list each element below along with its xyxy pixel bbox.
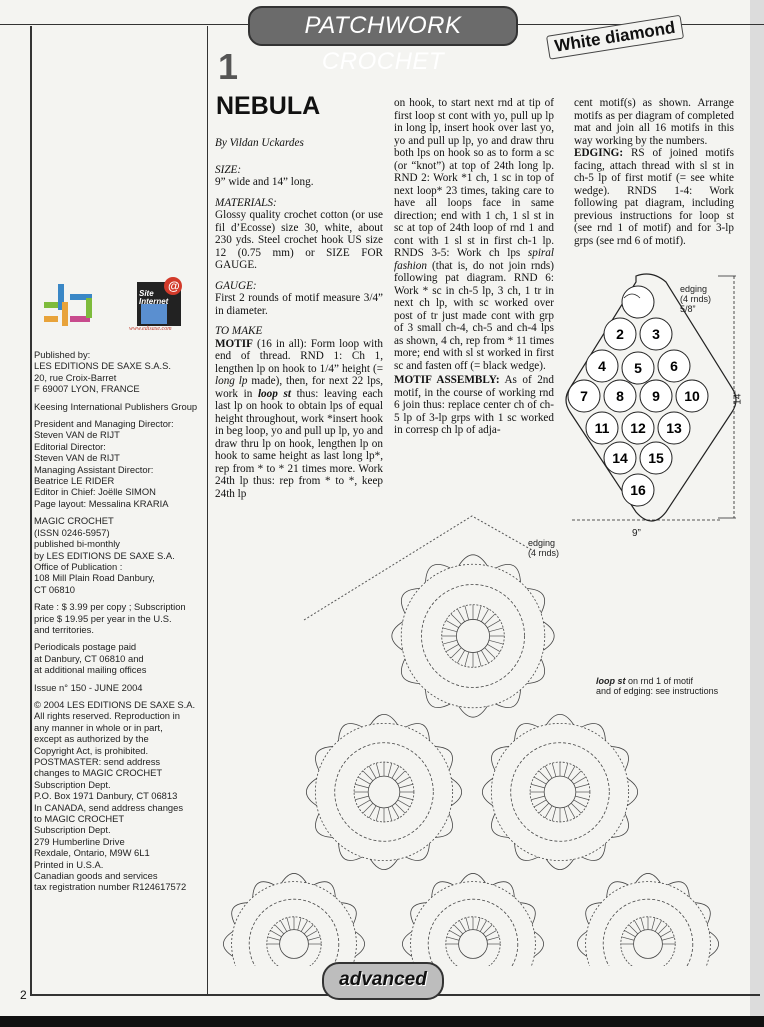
masthead-line: Office of Publication : bbox=[34, 560, 123, 572]
loop-stitch bbox=[545, 806, 552, 818]
loop-stitch bbox=[308, 937, 320, 940]
motif-ring bbox=[511, 743, 610, 842]
chain-loop bbox=[546, 859, 573, 869]
loop-stitch bbox=[369, 766, 376, 778]
loop-stitch bbox=[477, 606, 481, 620]
masthead-line: price $ 19.95 per year in the U.S. bbox=[34, 612, 172, 624]
masthead-line: at Danbury, CT 06810 and bbox=[34, 652, 144, 664]
loop-stitch bbox=[392, 766, 399, 778]
loop-stitch bbox=[552, 807, 556, 821]
rounds-instructions bbox=[394, 97, 554, 372]
diagram-edging-width: 5/8” bbox=[680, 304, 696, 314]
masthead-line: LES EDITIONS DE SAXE S.A.S. bbox=[34, 360, 172, 372]
motif-ring bbox=[315, 723, 452, 860]
motif-number: 6 bbox=[670, 358, 678, 374]
loop-stitch bbox=[395, 803, 405, 813]
loop-stitch bbox=[363, 803, 373, 813]
masthead-line: Steven VAN de RIJT bbox=[34, 452, 120, 464]
masthead-line: 108 Mill Plain Road Danbury, bbox=[34, 572, 155, 584]
crochet-motif bbox=[577, 873, 718, 966]
rate-block bbox=[34, 601, 204, 635]
loop-stitch bbox=[301, 920, 307, 931]
chain-loop bbox=[695, 903, 711, 924]
masthead-line: MAGIC CROCHET bbox=[34, 515, 114, 527]
loop-stitch bbox=[280, 920, 286, 931]
loop-stitch bbox=[545, 766, 552, 778]
loop-stitch bbox=[552, 763, 556, 777]
chain-loop bbox=[370, 714, 397, 724]
masthead-line: F 69007 LYON, FRANCE bbox=[34, 383, 140, 395]
copyright-block bbox=[34, 699, 204, 893]
loop-stitch bbox=[624, 930, 635, 936]
masthead-line: Subscription Dept. bbox=[34, 778, 111, 790]
author-line: By Vildan Uckardes bbox=[215, 137, 304, 149]
loop-stitch bbox=[443, 640, 457, 644]
loop-stitch bbox=[485, 648, 495, 658]
masthead-line: changes to MAGIC CROCHET bbox=[34, 767, 163, 779]
motif-number: 5 bbox=[634, 360, 642, 376]
loop-stitch bbox=[398, 777, 410, 784]
motif-number: 8 bbox=[616, 388, 624, 404]
motif-number: 10 bbox=[684, 388, 700, 404]
motif-number: 14 bbox=[612, 450, 628, 466]
assembly-label: MOTIF ASSEMBLY: bbox=[394, 374, 500, 386]
masthead-line: Rate : $ 3.99 per copy ; Subscription bbox=[34, 601, 186, 613]
masthead-line: (ISSN 0246-5957) bbox=[34, 526, 110, 538]
masthead-line: Printed in U.S.A. bbox=[34, 858, 104, 870]
loop-stitch bbox=[622, 937, 634, 940]
loop-stitch bbox=[662, 937, 674, 940]
loop-stitch bbox=[652, 918, 655, 930]
chain-loop bbox=[482, 778, 492, 805]
loop-stitch bbox=[399, 784, 413, 788]
masthead-line: CT 06810 bbox=[34, 583, 76, 595]
loop-stitch bbox=[477, 652, 481, 666]
masthead-line: and territories. bbox=[34, 623, 94, 635]
loop-stitch bbox=[480, 920, 486, 931]
loop-stitch bbox=[304, 925, 313, 934]
rounds-text: on hook, to start next rnd at tip of first loop st cont with yo, pull up lp in long lp, insert hook over last yo, yo and pull up lp, yo and draw thru both lps on hook so as to form a sc (or “knot”) at top of 24th long lp. RND 2: Work *1 ch, 1 sc in top of next loop* 23 times, taking care to have all loops face in same direction; end with 1 ch, 1 sl st in sc at top of 24th loop of rnd 1 and cont with 1 sl st in first ch-1 lp. RNDS 3-5: Work ch lps bbox=[394, 97, 554, 259]
loop-stitch bbox=[306, 930, 317, 936]
masthead-line: 279 Humberline Drive bbox=[34, 835, 125, 847]
motif-number: 11 bbox=[594, 420, 610, 436]
chain-loop bbox=[341, 903, 357, 924]
chain-loop bbox=[520, 903, 536, 924]
loop-stitch bbox=[634, 920, 640, 931]
loop-stitch bbox=[571, 803, 581, 813]
motif-number: 2 bbox=[616, 326, 624, 342]
loop-stitch bbox=[481, 609, 488, 622]
motif-ring bbox=[368, 776, 400, 808]
loop-stitch bbox=[539, 803, 549, 813]
masthead-line: Editorial Director: bbox=[34, 440, 106, 452]
pattern-title: NEBULA bbox=[216, 92, 321, 120]
loop-stitch bbox=[443, 628, 457, 632]
header-rule bbox=[0, 24, 248, 25]
loop-stitch bbox=[465, 652, 469, 666]
chart-edging-rounds: (4 rnds) bbox=[528, 548, 560, 558]
loop-stitch bbox=[466, 918, 469, 930]
masthead-line: In CANADA, send address changes bbox=[34, 801, 184, 813]
motif-circle bbox=[622, 286, 654, 318]
site-internet-logo bbox=[129, 276, 185, 334]
motif-ring bbox=[459, 930, 488, 959]
loop-stitch bbox=[641, 918, 644, 930]
loop-stitch bbox=[376, 763, 380, 777]
masthead-line: any manner in whole or in part, bbox=[34, 721, 163, 733]
loop-stitch bbox=[268, 937, 280, 940]
height-label: 14” bbox=[732, 390, 744, 405]
pattern-tag: White diamond bbox=[546, 15, 684, 60]
loop-stitch bbox=[571, 771, 581, 781]
motif-number: 13 bbox=[666, 420, 682, 436]
loop-stitch bbox=[355, 784, 369, 788]
loop-stitch bbox=[395, 771, 405, 781]
loop-stitch bbox=[446, 644, 459, 651]
site-internet-text: Site Internet bbox=[139, 289, 169, 306]
loop-stitch bbox=[270, 930, 281, 936]
loop-stitch bbox=[459, 920, 465, 931]
assembly-diagram bbox=[552, 268, 752, 544]
publisher-block bbox=[34, 349, 204, 395]
edging-text: RS of joined motifs facing, attach thread with sl st in ch-5 lp of first motif (= see white wedge). RNDS 1-4: Work following pat diagram, including previous instructions for loop st (see rnd 1 of motif) and for 3-lp grps (see rnd 6 of motif). bbox=[574, 147, 734, 247]
crochet-motif bbox=[306, 714, 461, 869]
edging-instructions bbox=[574, 147, 734, 247]
crochet-motif bbox=[482, 714, 637, 869]
loop-stitch bbox=[454, 925, 463, 934]
instructions-column-3 bbox=[574, 97, 734, 247]
loop-stitch bbox=[487, 620, 500, 627]
assembly-continued: cent motif(s) as shown. Arrange motifs as per diagram of completed mat and join all 16 motifs in this way working by the numbers. bbox=[574, 97, 734, 147]
section-banner: PATCHWORK CROCHET bbox=[248, 6, 518, 46]
masthead-line: © 2004 LES EDITIONS DE SAXE S.A. bbox=[34, 698, 196, 710]
motif-term: loop st bbox=[257, 387, 291, 400]
loop-stitch bbox=[575, 784, 589, 788]
masthead bbox=[34, 349, 204, 899]
masthead-line: 20, rue Croix-Barret bbox=[34, 371, 117, 383]
masthead-line: Canadian goods and services bbox=[34, 870, 158, 882]
motif-ring bbox=[544, 776, 576, 808]
motif-ring bbox=[634, 930, 663, 959]
loop-stitch bbox=[531, 784, 545, 788]
masthead-line: Periodicals postage paid bbox=[34, 641, 137, 653]
loop-stitch bbox=[275, 925, 284, 934]
chain-loop bbox=[577, 932, 586, 957]
loop-st-text: on rnd 1 of motif bbox=[625, 676, 694, 686]
loop-stitch bbox=[575, 796, 589, 800]
pattern-number: 1 bbox=[218, 46, 239, 87]
loop-stitch bbox=[363, 771, 373, 781]
loop-st-note bbox=[596, 676, 718, 696]
masthead-line: P.O. Box 1971 Danbury, CT 06813 bbox=[34, 790, 178, 802]
loop-stitch bbox=[477, 918, 480, 930]
masthead-line: by LES EDITIONS DE SAXE S.A. bbox=[34, 549, 175, 561]
loop-stitch bbox=[655, 920, 661, 931]
motif-instructions bbox=[215, 338, 383, 501]
motif-text: thus: leaving each last lp on hook to obtain lps of equal height throughout, work *insert hook in beg loop, yo and pull up lp, yo and draw thru lp on hook, lengthen lp on hook to same height as last long lp*, rep from * to * 21 times more. Work 24th lp thus: rep from * to *, keep 24th lp bbox=[215, 387, 383, 500]
loop-stitch bbox=[534, 800, 546, 807]
size-text: 9” wide and 14” long. bbox=[215, 176, 314, 188]
scan-border bbox=[0, 1016, 764, 1027]
assembly-text: As of 2nd motif, in the course of working rnd 6 join thus: replace center ch of ch-5 lp of 3-lp grps with 1 sc worked in corresp ch lp of adja- bbox=[394, 374, 554, 436]
page-number: 2 bbox=[20, 988, 27, 1002]
magazine-block bbox=[34, 515, 204, 595]
motif-number: 15 bbox=[648, 450, 664, 466]
loop-stitch bbox=[487, 644, 500, 651]
masthead-line: to MAGIC CROCHET bbox=[34, 813, 125, 825]
loop-stitch bbox=[568, 766, 575, 778]
motif-ring bbox=[603, 899, 693, 966]
motif-label: MOTIF bbox=[215, 337, 253, 350]
masthead-line: Subscription Dept. bbox=[34, 824, 111, 836]
loop-stitch bbox=[358, 777, 370, 784]
masthead-line: Rexdale, Ontario, M9W 6L1 bbox=[34, 847, 150, 859]
gauge-text: First 2 rounds of motif measure 3/4” in diameter. bbox=[215, 292, 383, 317]
edging-label-block bbox=[680, 284, 711, 314]
gauge-heading: GAUGE: bbox=[215, 279, 257, 292]
motif-ring bbox=[280, 930, 309, 959]
loop-stitch bbox=[564, 807, 568, 821]
loop-st-text: and of edging: see instructions bbox=[596, 686, 719, 696]
motif-ring bbox=[335, 743, 434, 842]
masthead-line: Beatrice LE RIDER bbox=[34, 475, 115, 487]
loop-stitch bbox=[457, 609, 464, 622]
staff-block bbox=[34, 418, 204, 509]
size-heading: SIZE: bbox=[215, 163, 242, 176]
masthead-line: except as authorized by the bbox=[34, 733, 149, 745]
chain-loop bbox=[223, 932, 232, 957]
loop-stitch bbox=[446, 620, 459, 627]
publisher-url: www.edisaxe.com bbox=[129, 326, 172, 332]
diagram-edging-label: edging bbox=[680, 284, 708, 294]
motif-ring bbox=[428, 899, 518, 966]
masthead-line: Managing Assistant Director: bbox=[34, 463, 154, 475]
motif-ring bbox=[249, 899, 339, 966]
motif-number: 3 bbox=[652, 326, 660, 342]
chain-loop bbox=[306, 778, 316, 805]
loop-stitch bbox=[298, 918, 301, 930]
loop-stitch bbox=[451, 648, 461, 658]
loop-stitch bbox=[629, 925, 638, 934]
loop-stitch bbox=[574, 800, 586, 807]
loop-stitch bbox=[376, 807, 380, 821]
chart-edging-label bbox=[528, 538, 559, 558]
chain-loop bbox=[546, 714, 573, 724]
motif-number: 9 bbox=[652, 388, 660, 404]
chart-edging-text: edging bbox=[528, 538, 556, 548]
issue-block bbox=[34, 682, 204, 693]
issue-number: Issue n° 150 - JUNE 2004 bbox=[34, 681, 143, 693]
loop-stitch bbox=[451, 614, 461, 624]
loop-stitch bbox=[485, 930, 496, 936]
loop-stitch bbox=[388, 807, 392, 821]
motif-number: 4 bbox=[598, 358, 606, 374]
materials-text: Glossy quality crochet cotton (or use fil d’Ecosse) size 30, white, about 230 yds. Steel crochet hook US size 12 (0.75 mm) or SIZE FOR GAUGE. bbox=[215, 209, 383, 271]
loop-stitch bbox=[449, 930, 460, 936]
edging-label: EDGING: bbox=[574, 147, 624, 159]
chart-motifs bbox=[223, 555, 718, 966]
loop-stitch bbox=[658, 925, 667, 934]
masthead-line: published bi-monthly bbox=[34, 538, 120, 550]
loop-stitch bbox=[392, 806, 399, 818]
loop-stitch bbox=[398, 800, 410, 807]
svg-text:@: @ bbox=[168, 279, 180, 293]
motif-text: made), then, for next 22 lps, work in bbox=[215, 375, 383, 400]
loop-stitch bbox=[531, 796, 545, 800]
masthead-line: All rights reserved. Reproduction in bbox=[34, 710, 180, 722]
motif-ring bbox=[421, 584, 524, 687]
masthead-line: Published by: bbox=[34, 349, 91, 360]
motif-circles bbox=[568, 286, 708, 506]
loop-stitch bbox=[489, 640, 503, 644]
loop-stitch bbox=[388, 763, 392, 777]
rounds-term: spiral fashion bbox=[394, 247, 554, 272]
instructions-column-2 bbox=[394, 97, 554, 437]
motif-number: 16 bbox=[630, 482, 646, 498]
motif-number: 7 bbox=[580, 388, 588, 404]
loop-stitch bbox=[568, 806, 575, 818]
loop-stitch bbox=[481, 650, 488, 663]
loop-stitch bbox=[660, 930, 671, 936]
loop-stitch bbox=[487, 937, 499, 940]
loop-stitch bbox=[564, 763, 568, 777]
crochet-motif bbox=[223, 873, 364, 966]
difficulty-badge: advanced bbox=[322, 962, 444, 1000]
motif-text: (16 in all): Form loop with end of thread. RND 1: Ch 1, lengthen lp on hook to 1/4” height (= bbox=[215, 337, 383, 375]
loop-stitch bbox=[574, 777, 586, 784]
motif-number: 12 bbox=[630, 420, 646, 436]
keesing-block bbox=[34, 401, 204, 412]
motif-ring bbox=[491, 723, 628, 860]
motif-term: long lp bbox=[215, 375, 248, 387]
diagram-edging-rounds: (4 rnds) bbox=[680, 294, 712, 304]
masthead-line: Steven VAN de RIJT bbox=[34, 429, 120, 441]
crochet-motif bbox=[392, 555, 554, 717]
loop-stitch bbox=[287, 918, 290, 930]
masthead-line: President and Managing Director: bbox=[34, 418, 174, 430]
loop-stitch bbox=[358, 800, 370, 807]
loop-stitch bbox=[399, 796, 413, 800]
masthead-line: Copyright Act, is prohibited. bbox=[34, 744, 149, 756]
loop-stitch bbox=[489, 628, 503, 632]
materials-heading: MATERIALS: bbox=[215, 196, 277, 209]
loop-stitch bbox=[369, 806, 376, 818]
loop-stitch bbox=[539, 771, 549, 781]
loop-stitch bbox=[485, 614, 495, 624]
masthead-line: tax registration number R124617572 bbox=[34, 881, 187, 893]
loop-st-term: loop st bbox=[596, 676, 626, 686]
loop-stitch bbox=[457, 650, 464, 663]
motif-ring bbox=[456, 619, 489, 652]
edging-outline bbox=[304, 516, 532, 620]
masthead-line: at additional mailing offices bbox=[34, 664, 147, 676]
loop-stitch bbox=[483, 925, 492, 934]
masthead-line: Keesing International Publishers Group bbox=[34, 400, 198, 412]
width-label: 9” bbox=[632, 528, 641, 539]
stitch-chart bbox=[208, 510, 748, 966]
masthead-line: Editor in Chief: Joëlle SIMON bbox=[34, 486, 156, 498]
chain-loop bbox=[370, 859, 397, 869]
chain-loop bbox=[402, 932, 411, 957]
crochet-motif bbox=[402, 873, 543, 966]
rounds-text: (that is, do not join rnds) following pat diagram. RND 6: Work * sc in ch-5 lp, 3 ch, 1 tr in next ch lp, with sc worked over post of tr just made cont with grp of 3 small ch-4, ch-5 and ch-4 lps as shown, 4 ch, rep from * 11 times more; end with sl st worked in first sc and fasten off (= black wedge). bbox=[394, 259, 554, 372]
assembly-instructions bbox=[394, 374, 554, 437]
loop-stitch bbox=[465, 606, 469, 620]
postage-block bbox=[34, 641, 204, 675]
masthead-line: Page layout: Messalina KRARIA bbox=[34, 497, 169, 509]
to-make-heading: TO MAKE bbox=[215, 325, 263, 337]
motif-ring bbox=[401, 564, 545, 708]
instructions-column-1 bbox=[215, 137, 383, 500]
loop-stitch bbox=[447, 937, 459, 940]
loop-stitch bbox=[355, 796, 369, 800]
masthead-line: POSTMASTER: send address bbox=[34, 756, 161, 767]
loop-stitch bbox=[534, 777, 546, 784]
